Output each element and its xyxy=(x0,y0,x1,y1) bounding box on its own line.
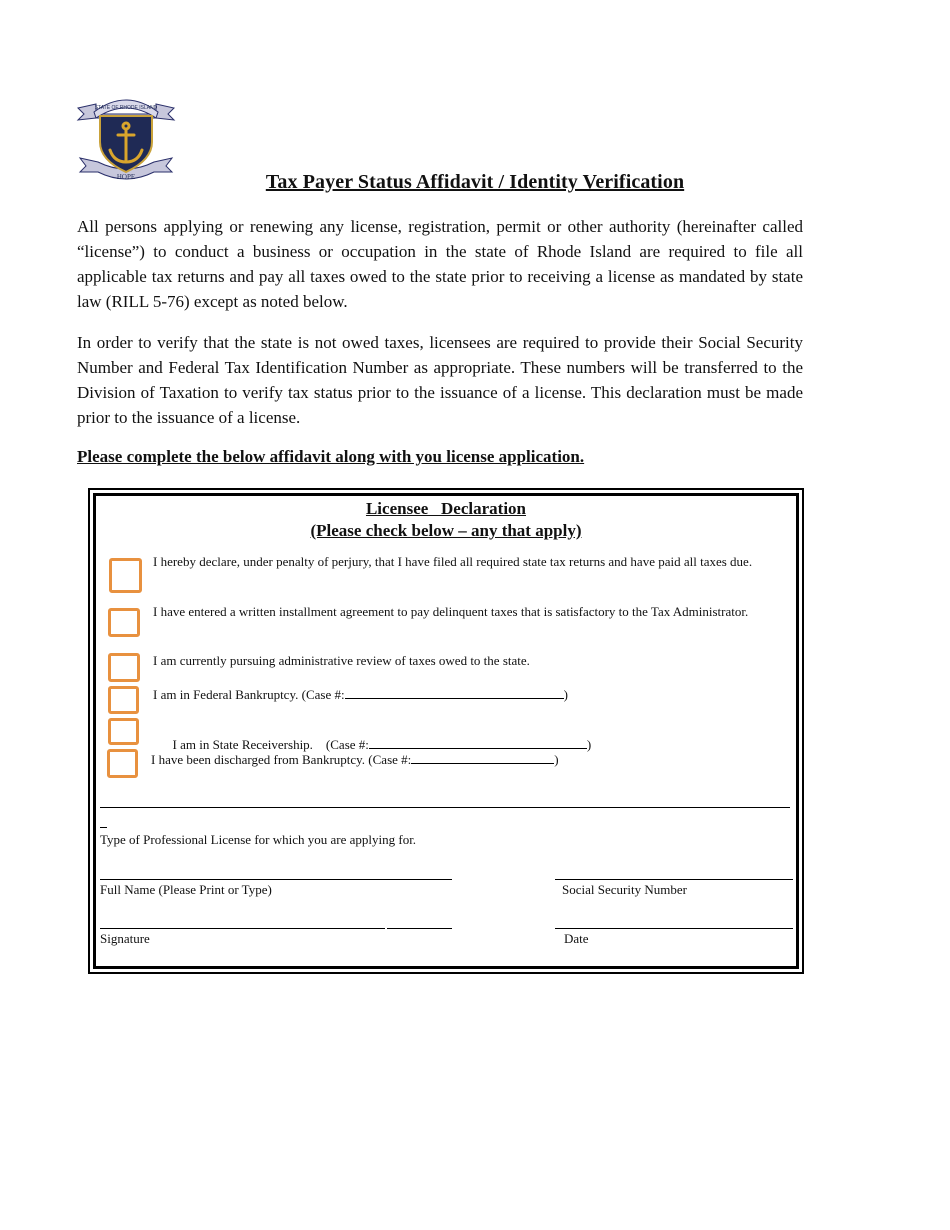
receivership-case-number-field[interactable] xyxy=(369,735,587,749)
option-state-receivership-label: I am in State Receivership. (Case #: xyxy=(172,736,369,752)
checkbox-administrative-review[interactable] xyxy=(108,653,140,682)
option-federal-bankruptcy-close: ) xyxy=(563,687,568,702)
option-administrative-review: I am currently pursuing administrative review of taxes owed to the state. xyxy=(153,653,530,668)
discharge-case-number-field[interactable] xyxy=(411,750,554,764)
option-filed-returns: I hereby declare, under penalty of perjury, that I have filed all required state tax returns and have paid all taxes due. xyxy=(153,554,753,569)
checkbox-filed-returns[interactable] xyxy=(109,558,142,593)
license-type-label: Type of Professional License for which you are applying for. xyxy=(100,832,417,847)
instruction-text: Please complete the below affidavit along with you license application. xyxy=(77,447,585,466)
date-input[interactable] xyxy=(555,908,793,928)
licensee-declaration-box xyxy=(88,488,804,974)
page-title: Tax Payer Status Affidavit / Identity Verification xyxy=(265,171,685,193)
license-type-tick xyxy=(100,827,107,828)
option-discharged-bankruptcy xyxy=(151,750,559,769)
option-discharged-bankruptcy-label: I have been discharged from Bankruptcy. (Case #: xyxy=(151,752,412,767)
date-line xyxy=(555,928,793,929)
signature-label: Signature xyxy=(100,931,150,946)
date-label: Date xyxy=(564,931,589,946)
checkbox-state-receivership[interactable] xyxy=(108,718,139,745)
checkbox-federal-bankruptcy[interactable] xyxy=(108,686,139,714)
ssn-input[interactable] xyxy=(555,859,793,879)
verification-paragraph: In order to verify that the state is not owed taxes, licensees are required to provide their Social Security Number and Federal Tax Identification Number as appropriate. These numbers will be transferred to the Division of Taxation to verify tax status prior to the issuance of a license. This declaration must be made prior to the issuance of a license. xyxy=(77,333,803,427)
option-installment-agreement: I have entered a written installment agreement to pay delinquent taxes that is satisfactory to the Tax Administrator. xyxy=(153,604,749,619)
checkbox-discharged-bankruptcy[interactable] xyxy=(107,749,138,778)
checkbox-installment-agreement[interactable] xyxy=(108,608,140,637)
declaration-heading: Licensee Declaration xyxy=(365,499,527,518)
intro-paragraph: All persons applying or renewing any license, registration, permit or other authority (hereinafter called “license”) to conduct a business or occupation in the state of Rhode Island are required to file all applicable tax returns and pay all taxes owed to the state prior to receiving a license as mandated by state law (RILL 5-76) except as noted below. xyxy=(77,217,803,311)
option-discharged-bankruptcy-close: ) xyxy=(554,752,559,767)
federal-case-number-field[interactable] xyxy=(345,685,564,699)
signature-line-end xyxy=(387,928,452,929)
option-state-receivership-close: ) xyxy=(586,736,592,752)
licensee-declaration-inner xyxy=(93,493,799,969)
license-type-line xyxy=(100,807,790,808)
declaration-subheading: (Please check below – any that apply) xyxy=(310,521,582,540)
full-name-label: Full Name (Please Print or Type) xyxy=(100,882,272,897)
ssn-label: Social Security Number xyxy=(562,882,687,897)
option-federal-bankruptcy xyxy=(153,685,568,704)
seal-motto: HOPE xyxy=(116,173,136,181)
full-name-line xyxy=(100,879,452,880)
signature-line xyxy=(100,928,385,929)
seal-top-text: STATE OF RHODE ISLAND xyxy=(94,105,158,111)
license-type-input[interactable] xyxy=(100,786,790,806)
signature-input[interactable] xyxy=(100,908,452,928)
option-federal-bankruptcy-label: I am in Federal Bankruptcy. (Case #: xyxy=(153,687,345,702)
ssn-line xyxy=(555,879,793,880)
full-name-input[interactable] xyxy=(100,859,452,879)
